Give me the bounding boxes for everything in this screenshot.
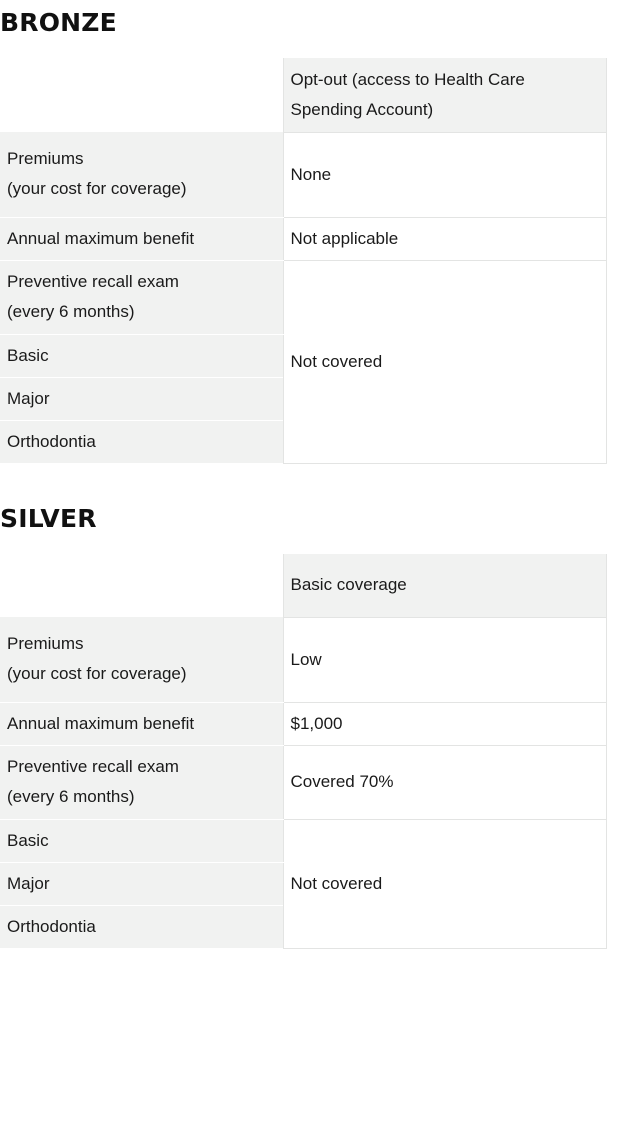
row-label-premiums <box>0 617 283 702</box>
row-label-line: Premiums <box>7 634 84 654</box>
header-corner-cell <box>0 58 283 132</box>
table-header-row <box>0 554 606 617</box>
table-row <box>0 702 606 745</box>
row-label-annual-max: Annual maximum benefit <box>0 217 283 260</box>
row-label-line: Premiums <box>7 149 84 169</box>
silver-column-header: Basic coverage <box>283 554 606 617</box>
row-label-orthodontia: Orthodontia <box>0 420 283 463</box>
value-annual-max: $1,000 <box>283 702 606 745</box>
column-header-line: Spending Account) <box>290 99 434 119</box>
row-label-premiums <box>0 132 283 217</box>
row-label-line: (your cost for coverage) <box>7 179 187 199</box>
row-label-line: Preventive recall exam <box>7 272 179 291</box>
value-coverage-rest: Not covered <box>283 819 606 948</box>
table-row <box>0 617 606 702</box>
bronze-title: BRONZE <box>0 8 117 37</box>
silver-table <box>0 554 607 949</box>
table-row <box>0 260 606 334</box>
bronze-table <box>0 58 607 464</box>
value-premiums: None <box>283 132 606 217</box>
table-row <box>0 217 606 260</box>
table-row <box>0 819 606 862</box>
table-row <box>0 132 606 217</box>
row-label-line: Preventive recall exam <box>7 757 179 776</box>
column-header-line: Opt-out (access to Health Care <box>290 69 525 89</box>
row-label-line: (every 6 months) <box>7 302 135 321</box>
value-annual-max: Not applicable <box>283 217 606 260</box>
row-label-preventive <box>0 745 283 819</box>
value-premiums: Low <box>283 617 606 702</box>
table-header-row <box>0 58 606 132</box>
row-label-line: (your cost for coverage) <box>7 664 187 684</box>
row-label-major: Major <box>0 377 283 420</box>
row-label-annual-max: Annual maximum benefit <box>0 702 283 745</box>
value-coverage-rest: Not covered <box>283 260 606 463</box>
row-label-line: (every 6 months) <box>7 787 135 806</box>
bronze-column-header <box>283 58 606 132</box>
row-label-major: Major <box>0 862 283 905</box>
value-preventive: Covered 70% <box>283 745 606 819</box>
row-label-basic: Basic <box>0 334 283 377</box>
header-corner-cell <box>0 554 283 617</box>
table-row <box>0 745 606 819</box>
row-label-preventive <box>0 260 283 334</box>
row-label-orthodontia: Orthodontia <box>0 905 283 948</box>
row-label-basic: Basic <box>0 819 283 862</box>
silver-title: SILVER <box>0 504 97 533</box>
